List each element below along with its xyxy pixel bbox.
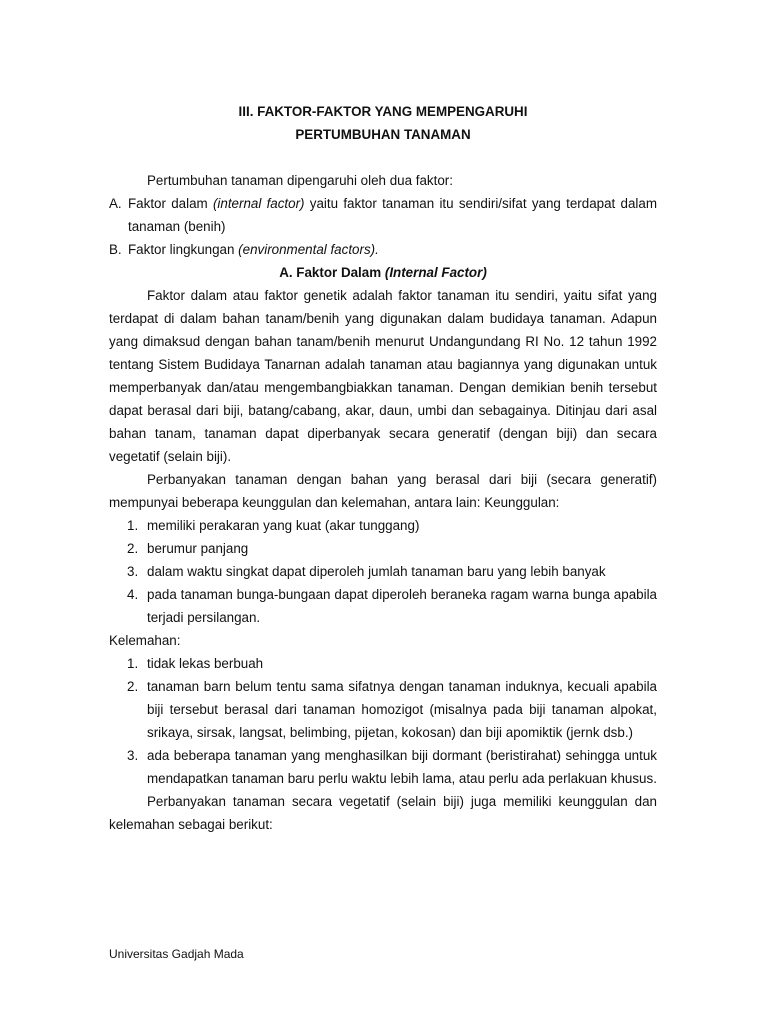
list-marker: 1.	[127, 656, 139, 671]
list-marker: 3.	[127, 564, 139, 579]
list-item: 2. berumur panjang	[109, 537, 657, 560]
page-footer: Universitas Gadjah Mada	[109, 947, 244, 961]
kelemahan-list	[109, 652, 657, 790]
list-marker: 3.	[127, 748, 139, 763]
list-marker: 2.	[127, 679, 139, 694]
list-item: 1. memiliki perakaran yang kuat (akar tunggang)	[109, 514, 657, 537]
body-paragraph: Perbanyakan tanaman secara vegetatif (selain biji) juga memiliki keunggulan dan kelemahan sebagai berikut:	[109, 794, 657, 832]
list-item: 1. tidak lekas berbuah	[109, 652, 657, 675]
intro-paragraph: Pertumbuhan tanaman dipengaruhi oleh dua faktor:	[147, 173, 453, 188]
list-marker: 4.	[127, 587, 139, 602]
list-marker: A.	[109, 196, 122, 211]
list-item: B. Faktor lingkungan (environmental factors).	[109, 238, 657, 261]
body-paragraph: Faktor dalam atau faktor genetik adalah faktor tanaman itu sendiri, yaitu sifat yang terdapat di dalam bahan tanam/benih yang digunakan dalam budidaya tanaman. Adapun yang dimaksud dengan bahan tanam/benih menurut Undangundang RI No. 12 tahun 1992 tentang Sistem Budidaya Tanarnan adalah tanaman atau bagiannya yang digunakan untuk memperbanyak dan/atau mengembangbiakkan tanaman. Dengan demikian benih tersebut dapat berasal dari biji, batang/cabang, akar, daun, umbi dan sebagainya. Ditinjau dari asal bahan tanam, tanaman dapat diperbanyak secara generatif (dengan biji) dan secara vegetatif (selain biji).	[109, 288, 657, 464]
page-content	[109, 100, 657, 836]
list-item: 2. tanaman barn belum tentu sama sifatnya dengan tanaman induknya, kecuali apabila biji tersebut berasal dari tanaman homozigot (misalnya pada biji tanaman alpokat, srikaya, sirsak, langsat, belimbing, pijetan, kokosan) dan biji apomiktik (jernk dsb.)	[109, 675, 657, 744]
body-paragraph: Perbanyakan tanaman dengan bahan yang berasal dari biji (secara generatif) mempunyai beberapa keunggulan dan kelemahan, antara lain: Keunggulan:	[109, 472, 657, 510]
list-marker: 1.	[127, 518, 139, 533]
list-item: 3. dalam waktu singkat dapat diperoleh jumlah tanaman baru yang lebih banyak	[109, 560, 657, 583]
section-heading: A. Faktor Dalam (Internal Factor)	[279, 265, 487, 280]
list-item: 4. pada tanaman bunga-bungaan dapat diperoleh beraneka ragam warna bunga apabila terjadi persilangan.	[109, 583, 657, 629]
list-item: A. Faktor dalam (internal factor) yaitu faktor tanaman itu sendiri/sifat yang terdapat dalam tanaman (benih)	[109, 192, 657, 238]
keunggulan-list	[109, 514, 657, 629]
list-item: 3. ada beberapa tanaman yang menghasilkan biji dormant (beristirahat) sehingga untuk mendapatkan tanaman baru perlu waktu lebih lama, atau perlu ada perlakuan khusus.	[109, 744, 657, 790]
chapter-title-line-2: PERTUMBUHAN TANAMAN	[295, 127, 471, 142]
kelemahan-label: Kelemahan:	[109, 633, 181, 648]
list-marker: B.	[109, 242, 122, 257]
chapter-title-line-1: III. FAKTOR-FAKTOR YANG MEMPENGARUHI	[238, 104, 528, 119]
list-marker: 2.	[127, 541, 139, 556]
factor-list	[109, 192, 657, 261]
